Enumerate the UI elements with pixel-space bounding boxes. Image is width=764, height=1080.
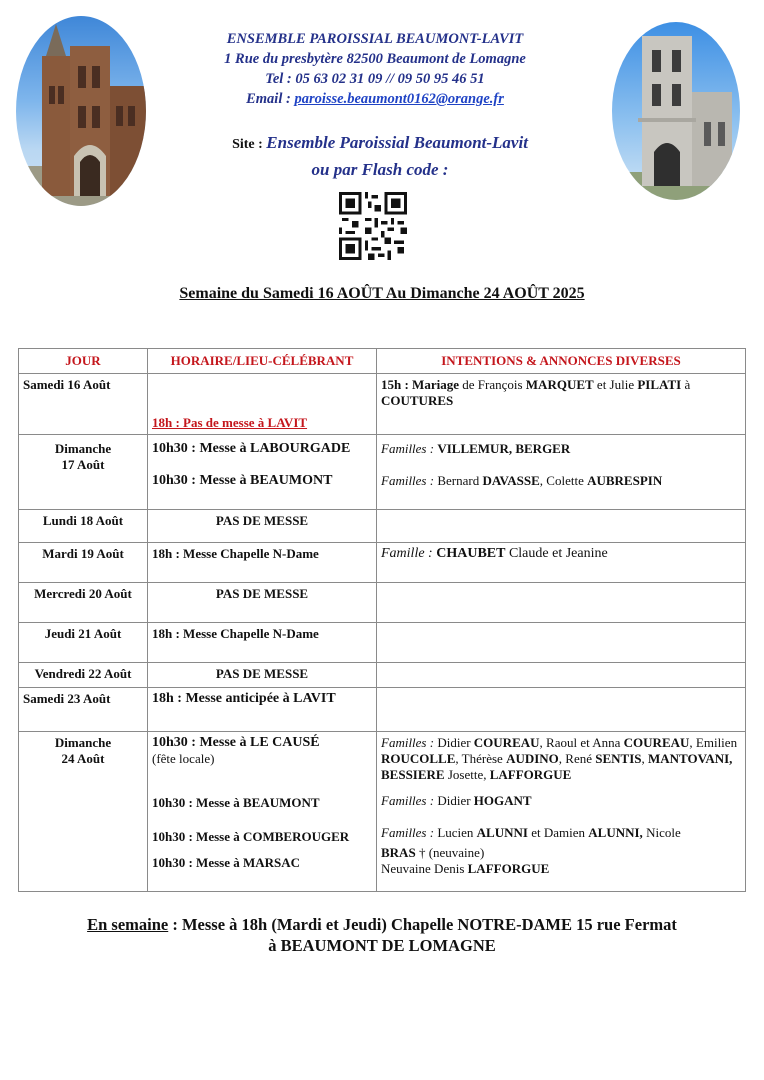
- day-name: Dimanche: [54, 735, 112, 750]
- day-cell: Vendredi 22 Août: [19, 663, 148, 688]
- intention-text: ALUNNI: [476, 825, 528, 840]
- day-cell: Jeudi 21 Août: [19, 623, 148, 663]
- week-title: Semaine du Samedi 16 AOÛT Au Dimanche 24 AOÛT 2025: [179, 285, 585, 302]
- intention-text: COUREAU: [623, 735, 690, 750]
- intention-text: COUREAU: [473, 735, 540, 750]
- intention-text: LAFFORGUE: [467, 861, 550, 876]
- intention-text: ROUCOLLE: [381, 751, 456, 766]
- intention-text: Didier: [437, 735, 474, 750]
- intention-text: , Thérèse: [455, 751, 507, 766]
- mass-note: (fête locale): [152, 751, 215, 766]
- site-label: Site :: [232, 137, 267, 152]
- table-header-row: [19, 349, 746, 374]
- families-label: Familles :: [381, 473, 438, 488]
- header-day: JOUR: [19, 349, 148, 374]
- site-line: [150, 133, 610, 153]
- intention-text: COUTURES: [381, 393, 454, 408]
- families-label: Familles :: [381, 793, 438, 808]
- intention-text: et Julie: [593, 377, 638, 392]
- day-cell: Mercredi 20 Août: [19, 583, 148, 623]
- intentions-cell: [377, 623, 746, 663]
- email-label: Email :: [246, 91, 295, 107]
- table-row: [19, 543, 746, 583]
- families-label: Familles :: [381, 441, 438, 456]
- email-link[interactable]: paroisse.beaumont0162@orange.fr: [294, 91, 504, 107]
- mass-time: 10h30 : Messe à LABOURGADE: [152, 441, 351, 456]
- table-row: [19, 374, 746, 435]
- family-label: Famille :: [381, 546, 437, 561]
- intention-text: à: [681, 377, 691, 392]
- parish-address: 1 Rue du presbytère 82500 Beaumont de Lomagne: [224, 51, 526, 67]
- parish-email-line: [150, 90, 600, 108]
- mass-time: 10h30 : Messe à BEAUMONT: [152, 795, 320, 810]
- intention-text: † (neuvaine): [415, 845, 485, 860]
- flash-code-line: [150, 160, 610, 180]
- site-link[interactable]: Ensemble Paroissial Beaumont-Lavit: [266, 133, 528, 152]
- time-cell: PAS DE MESSE: [148, 583, 377, 623]
- weekday-location: à BEAUMONT DE LOMAGNE: [268, 936, 496, 955]
- intention-text: Josette,: [444, 767, 490, 782]
- time-cell: 18h : Messe Chapelle N-Dame: [148, 623, 377, 663]
- intention-text: Claude et Jeanine: [505, 546, 608, 561]
- mass-cancelled-text: 18h : Pas de messe à LAVIT: [152, 415, 308, 430]
- intention-text: , Emilien: [689, 735, 738, 750]
- intention-text: Neuvaine Denis: [381, 861, 468, 876]
- weekday-mass-info: [0, 915, 764, 935]
- time-cell: PAS DE MESSE: [148, 510, 377, 543]
- intention-text: de François: [458, 377, 526, 392]
- day-cell: Samedi 23 Août: [19, 688, 148, 732]
- mass-time: 10h30 : Messe à BEAUMONT: [152, 473, 333, 488]
- intention-text: ALUNNI,: [588, 825, 643, 840]
- mass-time: 10h30 : Messe à COMBEROUGER: [152, 829, 350, 844]
- intention-text: Nicole: [642, 825, 681, 840]
- table-row: [19, 688, 746, 732]
- table-row: [19, 583, 746, 623]
- mass-time: 10h30 : Messe à LE CAUSÉ: [152, 735, 320, 750]
- day-date: 17 Août: [61, 457, 105, 472]
- flash-code-label: ou par Flash code :: [311, 160, 449, 179]
- intentions-cell: [377, 374, 746, 435]
- intentions-cell: [377, 435, 746, 510]
- time-cell: 18h : Messe Chapelle N-Dame: [148, 543, 377, 583]
- intention-text: VILLEMUR, BERGER: [437, 441, 571, 456]
- qr-code[interactable]: [338, 192, 408, 260]
- time-cell: [148, 435, 377, 510]
- intention-text: MANTOVANI, BESSIERE: [381, 751, 733, 782]
- intention-text: PILATI: [637, 377, 682, 392]
- day-cell: [19, 435, 148, 510]
- time-cell: [148, 374, 377, 435]
- day-cell: Mardi 19 Août: [19, 543, 148, 583]
- intention-text: et Damien: [527, 825, 589, 840]
- intention-text: ,: [641, 751, 649, 766]
- intentions-cell: [377, 663, 746, 688]
- intention-text: AUDINO: [506, 751, 559, 766]
- day-cell: Samedi 16 Août: [19, 374, 148, 435]
- intentions-cell: [377, 583, 746, 623]
- intention-text: HOGANT: [473, 793, 532, 808]
- schedule-table: [18, 348, 746, 892]
- intention-text: LAFFORGUE: [489, 767, 572, 782]
- intention-text: SENTIS: [595, 751, 642, 766]
- church-photo-left: [16, 16, 146, 206]
- church-photo-right: [612, 22, 740, 200]
- intentions-cell: [377, 543, 746, 583]
- table-row: [19, 435, 746, 510]
- intention-text: 15h : Mariage: [381, 377, 459, 392]
- intention-text: , Raoul et Anna: [539, 735, 624, 750]
- intention-text: DAVASSE: [482, 473, 540, 488]
- parish-telephone: Tel : 05 63 02 31 09 // 09 50 95 46 51: [265, 71, 485, 87]
- intention-text: CHAUBET: [436, 546, 506, 561]
- day-cell: [19, 732, 148, 892]
- day-date: 24 Août: [61, 751, 105, 766]
- table-row: [19, 732, 746, 892]
- day-cell: Lundi 18 Août: [19, 510, 148, 543]
- header-time: HORAIRE/LIEU-CÉLÉBRANT: [148, 349, 377, 374]
- time-cell: 18h : Messe anticipée à LAVIT: [148, 688, 377, 732]
- intention-text: Bernard: [437, 473, 483, 488]
- day-name: Dimanche: [54, 441, 112, 456]
- intention-text: AUBRESPIN: [587, 473, 663, 488]
- intentions-cell: [377, 732, 746, 892]
- table-row: [19, 510, 746, 543]
- intention-text: , Colette: [539, 473, 588, 488]
- families-label: Familles :: [381, 825, 438, 840]
- intention-text: Didier: [437, 793, 474, 808]
- intentions-cell: [377, 688, 746, 732]
- intention-text: BRAS: [381, 845, 416, 860]
- table-row: [19, 663, 746, 688]
- mass-time: 10h30 : Messe à MARSAC: [152, 855, 301, 870]
- parish-header: [150, 30, 600, 110]
- intention-text: Lucien: [437, 825, 477, 840]
- table-row: [19, 623, 746, 663]
- header-intentions: INTENTIONS & ANNONCES DIVERSES: [377, 349, 746, 374]
- intention-text: MARQUET: [525, 377, 594, 392]
- weekday-label: En semaine: [87, 915, 169, 934]
- parish-name: ENSEMBLE PAROISSIAL BEAUMONT-LAVIT: [226, 31, 524, 47]
- weekday-text: : Messe à 18h (Mardi et Jeudi) Chapelle NOTRE-DAME 15 rue Fermat: [168, 915, 677, 934]
- time-cell: PAS DE MESSE: [148, 663, 377, 688]
- intention-text: , René: [558, 751, 596, 766]
- time-cell: [148, 732, 377, 892]
- intentions-cell: [377, 510, 746, 543]
- families-label: Familles :: [381, 735, 438, 750]
